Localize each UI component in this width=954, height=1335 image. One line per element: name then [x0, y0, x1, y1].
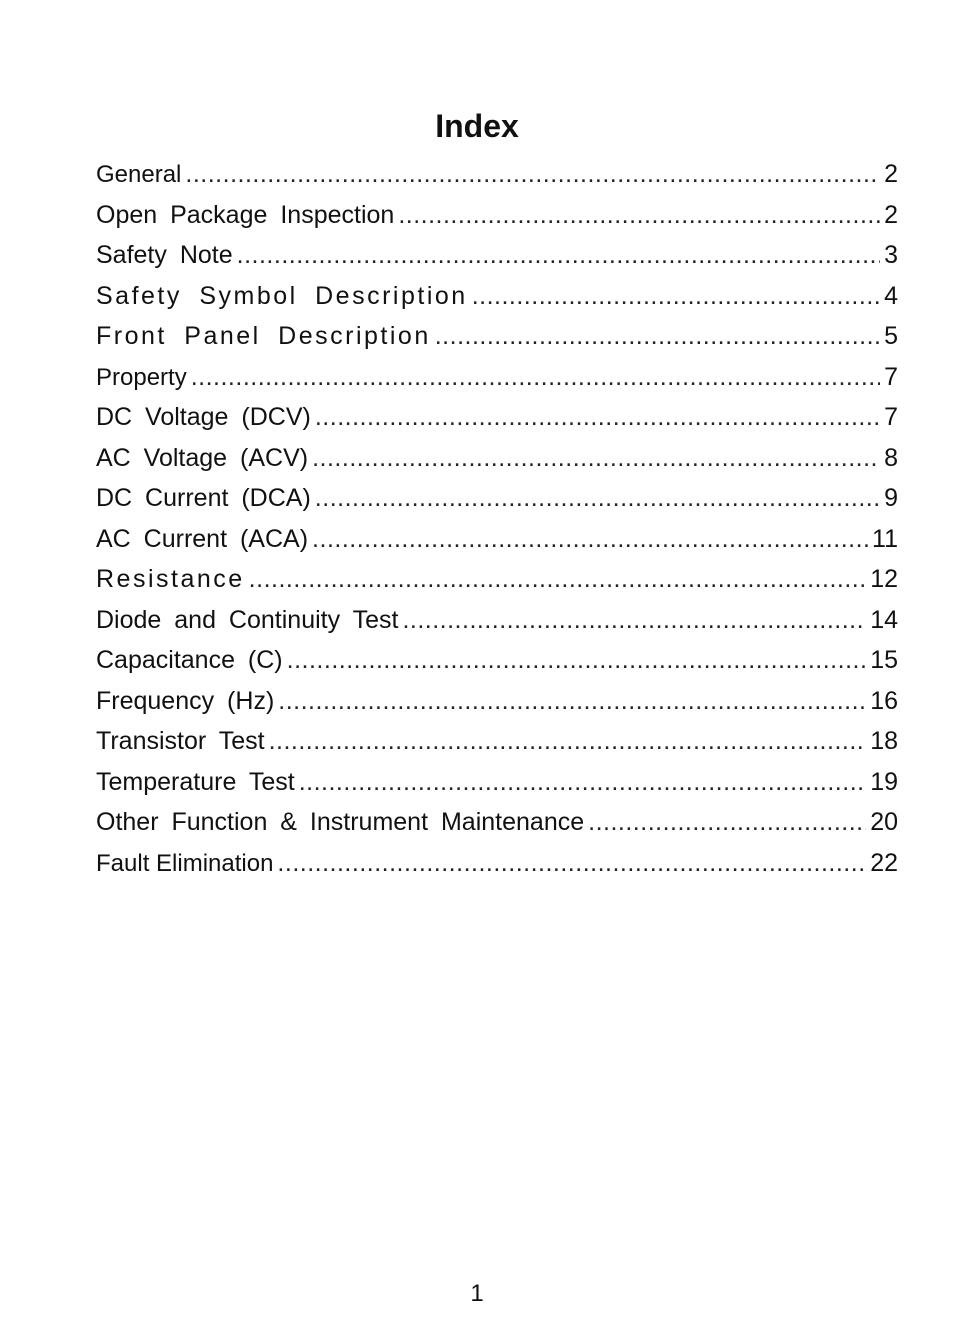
toc-entry-label: DC Voltage (DCV) [96, 403, 311, 431]
toc-entry-fault-elimination [96, 849, 898, 890]
toc-dot-leader [315, 484, 880, 513]
toc-dot-leader [278, 687, 866, 716]
toc-entry-ac-current [96, 525, 898, 566]
toc-entry-label: Diode and Continuity Test [96, 605, 399, 634]
toc-dot-leader [398, 201, 880, 230]
toc-entry-other-function-maintenance [96, 808, 898, 849]
page-title: Index [435, 108, 519, 144]
toc-dot-leader [312, 444, 880, 473]
toc-entry-label: Temperature Test [96, 767, 295, 796]
toc-entry-page: 11 [872, 524, 898, 553]
toc-dot-leader [277, 849, 866, 878]
toc-entry-page: 19 [870, 767, 898, 796]
toc-entry-label: Front Panel Description [96, 322, 431, 350]
toc-entry-label: AC Current (ACA) [96, 524, 309, 553]
toc-entry-dc-current [96, 484, 898, 525]
toc-entry-label: Resistance [96, 565, 245, 593]
toc-dot-leader [299, 768, 866, 797]
toc-entry-label: Safety Symbol Description [96, 281, 468, 310]
toc-entry-label: DC Current (DCA) [96, 484, 311, 512]
toc-entry-diode-continuity-test [96, 606, 898, 647]
toc-dot-leader [249, 565, 867, 594]
toc-entry-label: Property [96, 363, 187, 391]
toc-dot-leader [472, 282, 880, 311]
toc-entry-page: 2 [884, 160, 898, 188]
toc-entry-page: 7 [884, 362, 898, 391]
toc-entry-label: Capacitance (C) [96, 646, 283, 674]
toc-dot-leader [312, 525, 868, 554]
toc-entry-label: Open Package Inspection [96, 200, 395, 229]
toc-entry-label: Transistor Test [96, 727, 265, 755]
table-of-contents [96, 160, 898, 889]
toc-entry-ac-voltage [96, 444, 898, 485]
toc-dot-leader [435, 322, 880, 351]
toc-dot-leader [185, 160, 880, 189]
toc-entry-front-panel-description [96, 322, 898, 363]
toc-entry-open-package-inspection [96, 201, 898, 242]
toc-entry-property [96, 363, 898, 404]
toc-entry-page: 14 [870, 605, 898, 634]
toc-entry-temperature-test [96, 768, 898, 809]
toc-entry-safety-note [96, 241, 898, 282]
toc-entry-label: Fault Elimination [96, 849, 274, 877]
toc-entry-page: 16 [870, 686, 898, 715]
toc-entry-frequency [96, 687, 898, 728]
toc-dot-leader [315, 403, 880, 432]
toc-entry-page: 8 [884, 443, 898, 472]
toc-entry-page: 20 [870, 808, 898, 836]
toc-entry-capacitance [96, 646, 898, 687]
toc-entry-general [96, 160, 898, 201]
toc-entry-label: Frequency (Hz) [96, 686, 275, 715]
toc-entry-label: AC Voltage (ACV) [96, 443, 309, 472]
toc-entry-page: 2 [884, 200, 898, 229]
toc-entry-page: 7 [884, 403, 898, 431]
toc-entry-label: Safety Note [96, 241, 233, 269]
toc-entry-page: 15 [870, 646, 898, 674]
toc-dot-leader [588, 808, 866, 837]
toc-entry-page: 9 [884, 484, 898, 512]
toc-entry-dc-voltage [96, 403, 898, 444]
toc-dot-leader [402, 606, 866, 635]
toc-entry-page: 4 [884, 281, 898, 310]
toc-dot-leader [269, 727, 867, 756]
toc-dot-leader [287, 646, 867, 675]
toc-entry-resistance [96, 565, 898, 606]
toc-entry-page: 22 [870, 848, 898, 877]
toc-entry-page: 5 [884, 322, 898, 350]
toc-entry-page: 18 [870, 727, 898, 755]
toc-entry-label: Other Function & Instrument Maintenance [96, 808, 585, 836]
toc-entry-label: General [96, 161, 182, 188]
toc-dot-leader [191, 363, 880, 392]
toc-entry-transistor-test [96, 727, 898, 768]
toc-entry-page: 3 [884, 241, 898, 269]
toc-entry-safety-symbol-description [96, 282, 898, 323]
page-number: 1 [470, 1280, 484, 1307]
toc-dot-leader [237, 241, 880, 270]
toc-entry-page: 12 [870, 565, 898, 593]
